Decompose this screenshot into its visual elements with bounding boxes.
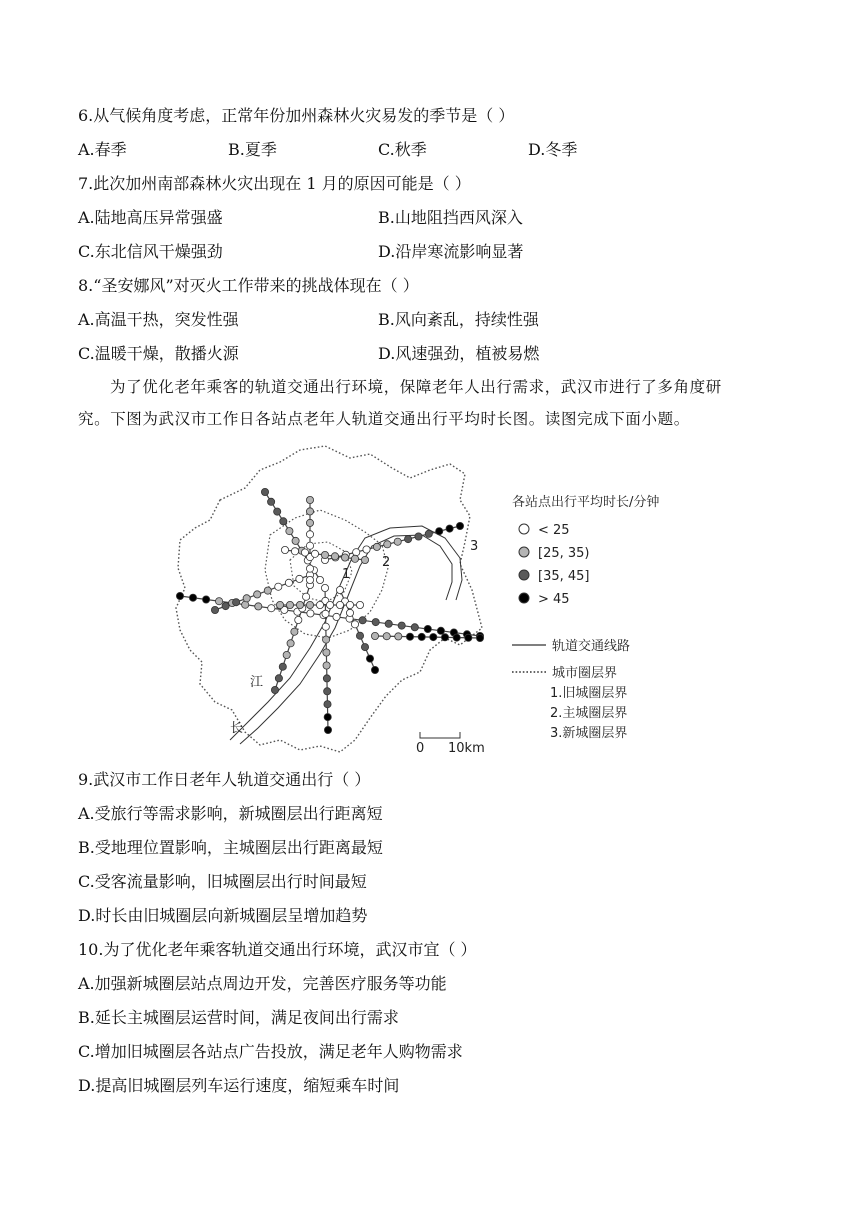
metro-station	[324, 726, 331, 733]
svg-text:轨道交通线路: 轨道交通线路	[552, 639, 631, 654]
metro-station	[465, 634, 472, 641]
metro-station	[331, 553, 338, 560]
metro-station	[324, 714, 331, 721]
metro-station	[366, 655, 373, 662]
metro-station	[268, 498, 275, 505]
wuhan-metro-map	[160, 440, 680, 760]
metro-station	[264, 587, 271, 594]
svg-text:城市圈层界: 城市圈层界	[552, 666, 618, 681]
metro-station	[222, 603, 229, 610]
metro-station	[336, 586, 343, 593]
legend-boundary-2: 2.主城圈层界	[550, 706, 628, 721]
question-10-option-a[interactable]: A.加强新城圈层站点周边开发，完善医疗服务等功能	[78, 974, 447, 993]
ring-label-3: 3	[470, 539, 479, 554]
metro-station	[295, 616, 302, 623]
metro-station	[321, 551, 328, 558]
legend-metro-line	[512, 638, 630, 654]
question-6-option-c[interactable]: C.秋季	[378, 140, 427, 159]
metro-station	[341, 554, 348, 561]
metro-station	[441, 634, 448, 641]
metro-station	[322, 610, 329, 617]
metro-station	[216, 598, 223, 605]
legend-boundary-3: 3.新城圈层界	[550, 726, 628, 741]
metro-station	[406, 633, 413, 640]
question-9-stem: 9.武汉市工作日老年人轨道交通出行（ ）	[78, 770, 371, 789]
question-10-stem: 10.为了优化老年乘客轨道交通出行环境，武汉市宜（ ）	[78, 940, 477, 959]
metro-station	[285, 579, 292, 586]
metro-station	[271, 686, 278, 693]
metro-station	[255, 603, 262, 610]
metro-station	[436, 528, 443, 535]
metro-station	[430, 634, 437, 641]
metro-station	[356, 601, 363, 608]
metro-station	[296, 601, 303, 608]
metro-station	[476, 634, 483, 641]
metro-station	[415, 533, 422, 540]
question-10-option-d[interactable]: D.提高旧城圈层列车运行速度，缩短乘车时间	[78, 1076, 400, 1095]
metro-station	[323, 636, 330, 643]
metro-station	[371, 666, 378, 673]
metro-station	[296, 575, 303, 582]
metro-station	[203, 596, 210, 603]
metro-station	[307, 610, 314, 617]
metro-station	[361, 556, 368, 563]
metro-station	[456, 522, 463, 529]
question-7-option-d[interactable]: D.沿岸寒流影响显著	[378, 242, 524, 261]
metro-station	[437, 627, 444, 634]
intro-line-2: 究。下图为武汉市工作日各站点老年人轨道交通出行平均时长图。读图完成下面小题。	[78, 410, 690, 428]
metro-station	[425, 530, 432, 537]
question-10-option-b[interactable]: B.延长主城圈层运营时间，满足夜间出行需求	[78, 1008, 399, 1027]
question-9-option-c[interactable]: C.受客流量影响，旧城圈层出行时间最短	[78, 872, 367, 891]
metro-station	[306, 576, 313, 583]
metro-station	[279, 663, 286, 670]
intro-line-1: 为了优化老年乘客的轨道交通出行环境，保障老年人出行需求，武汉市进行了多角度研	[110, 378, 722, 396]
metro-station	[356, 632, 363, 639]
svg-text:[35, 45]: [35, 45]	[538, 569, 590, 584]
metro-station	[346, 609, 353, 616]
metro-station	[287, 640, 294, 647]
metro-station	[336, 601, 343, 608]
metro-station	[411, 624, 418, 631]
question-9-option-b[interactable]: B.受地理位置影响，主城圈层出行距离最短	[78, 838, 383, 857]
metro-station	[373, 543, 380, 550]
metro-station	[333, 613, 340, 620]
metro-station	[242, 601, 249, 608]
metro-station	[306, 542, 313, 549]
metro-station	[323, 649, 330, 656]
metro-station	[292, 537, 299, 544]
metro-station	[383, 633, 390, 640]
question-10-option-c[interactable]: C.增加旧城圈层各站点广告投放，满足老年人购物需求	[78, 1042, 463, 1061]
metro-station	[446, 525, 453, 532]
metro-station	[306, 508, 313, 515]
river-label-2: 江	[250, 675, 264, 690]
metro-station	[306, 496, 313, 503]
question-7-option-a[interactable]: A.陆地高压异常强盛	[78, 208, 223, 227]
metro-station	[286, 601, 293, 608]
metro-station	[418, 633, 425, 640]
metro-station	[283, 651, 290, 658]
question-7-option-c[interactable]: C.东北信风干燥强劲	[78, 242, 223, 261]
metro-station	[324, 688, 331, 695]
metro-station	[424, 625, 431, 632]
intro-paragraph	[78, 377, 783, 429]
metro-station	[311, 550, 318, 557]
svg-text:0: 0	[416, 741, 425, 756]
metro-station	[301, 549, 308, 556]
metro-station	[243, 595, 250, 602]
question-8-option-a[interactable]: A.高温干热，突发性强	[78, 310, 239, 329]
metro-station	[306, 519, 313, 526]
question-8-option-b[interactable]: B.风向紊乱，持续性强	[378, 310, 539, 329]
metro-station	[453, 634, 460, 641]
metro-station	[351, 621, 358, 628]
metro-station	[405, 536, 412, 543]
metro-station	[276, 601, 283, 608]
metro-station	[233, 599, 240, 606]
metro-station	[281, 546, 288, 553]
question-9-option-a[interactable]: A.受旅行等需求影响，新城圈层出行距离短	[78, 804, 383, 823]
svg-text:< 25: < 25	[538, 523, 570, 538]
river-label-1: 长	[230, 721, 244, 736]
metro-station	[359, 617, 366, 624]
question-7-stem: 7.此次加州南部森林火灾出现在 1 月的原因可能是（ ）	[78, 174, 471, 193]
metro-station	[384, 541, 391, 548]
metro-station	[306, 531, 313, 538]
metro-station	[303, 593, 310, 600]
metro-station	[323, 675, 330, 682]
metro-station	[351, 555, 358, 562]
metro-station	[326, 601, 333, 608]
metro-station	[394, 538, 401, 545]
metro-station	[395, 633, 402, 640]
metro-station	[316, 576, 323, 583]
question-6-option-d[interactable]: D.冬季	[528, 140, 578, 159]
metro-station	[274, 508, 281, 515]
question-8-stem: 8.“圣安娜风”对灭火工作带来的挑战体现在（ ）	[78, 276, 419, 295]
question-7-option-b[interactable]: B.山地阻挡西风深入	[378, 208, 523, 227]
svg-text:10km: 10km	[448, 741, 485, 756]
metro-station	[189, 594, 196, 601]
question-8-option-c[interactable]: C.温暖干燥，散播火源	[78, 344, 239, 363]
metro-station	[286, 528, 293, 535]
metro-station	[291, 628, 298, 635]
metro-station	[353, 549, 360, 556]
legend-boundary-1: 1.旧城圈层界	[550, 686, 628, 701]
metro-station	[291, 548, 298, 555]
metro-station	[280, 518, 287, 525]
metro-station	[306, 601, 313, 608]
question-6-option-a[interactable]: A.春季	[78, 140, 127, 159]
svg-text:[25, 35): [25, 35)	[538, 546, 590, 561]
legend-item-25-35	[519, 546, 590, 561]
metro-station	[323, 662, 330, 669]
metro-station	[321, 584, 328, 591]
ring-label-2: 2	[382, 555, 391, 570]
metro-station	[275, 583, 282, 590]
metro-station	[254, 591, 261, 598]
metro-station	[361, 644, 368, 651]
question-6-stem: 6.从气候角度考虑，正常年份加州森林火灾易发的季节是（ ）	[78, 106, 515, 125]
legend-title: 各站点出行平均时长/分钟	[512, 495, 660, 510]
ring-label-1: 1	[342, 567, 351, 582]
metro-station	[322, 623, 329, 630]
metro-station	[211, 606, 218, 613]
metro-station	[176, 592, 183, 599]
metro-station	[324, 701, 331, 708]
svg-text:> 45: > 45	[538, 592, 570, 607]
metro-station	[371, 632, 378, 639]
question-6-option-b[interactable]: B.夏季	[228, 140, 277, 159]
legend-item-lt25	[519, 523, 570, 538]
question-9-option-d[interactable]: D.时长由旧城圈层向新城圈层呈增加趋势	[78, 906, 368, 925]
metro-station	[275, 675, 282, 682]
legend-item-gt45	[519, 592, 570, 607]
metro-station	[316, 601, 323, 608]
metro-station	[346, 601, 353, 608]
metro-line	[325, 588, 328, 730]
scale-bar	[416, 732, 485, 756]
metro-station	[398, 622, 405, 629]
question-8-option-d[interactable]: D.风速强劲，植被易燃	[378, 344, 540, 363]
metro-station	[385, 620, 392, 627]
metro-station	[306, 565, 313, 572]
legend-item-35-45	[519, 569, 590, 584]
metro-station	[363, 546, 370, 553]
metro-station	[372, 619, 379, 626]
metro-station	[261, 488, 268, 495]
legend-boundary	[512, 666, 617, 681]
metro-station	[268, 605, 275, 612]
